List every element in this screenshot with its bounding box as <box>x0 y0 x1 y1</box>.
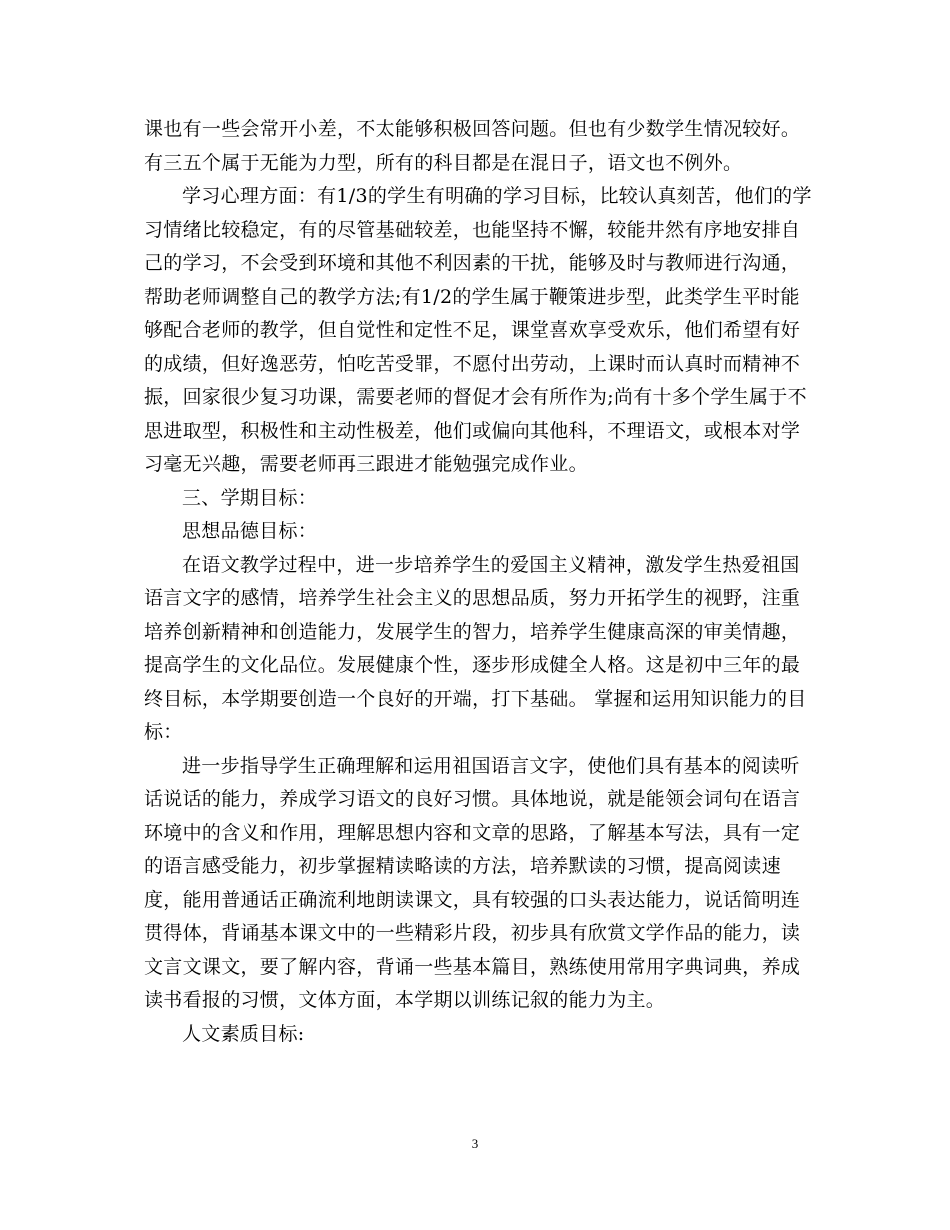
subheading-moral-goals: 思想品德目标： <box>182 520 318 542</box>
page-number: 3 <box>471 1136 479 1151</box>
paragraph-4: 进一步指导学生正确理解和运用祖国语言文字，使他们具有基本的阅读听话说话的能力，养成学习语文的良好习惯。具体地说，就是能领会词句在语言环境中的含义和作用，理解思想内容和文章的思路，了解基本写法，具有一定的语言感受能力，初步掌握精读略读的方法，培养默读的习惯，提高阅读速度，能用普通话正确流利地朗读课文，具有较强的口头表达能力，说话简明连贯得体，背诵基本课文中的一些精彩片段，初步具有欣赏文学作品的能力，读文言文课文，要了解内容，背诵一些基本篇目，熟练使用常用字典词典，养成读书看报的习惯，文体方面，本学期以训练记叙的能力为主。 <box>144 754 801 1011</box>
subheading-humanities-goals: 人文素质目标: <box>182 1022 305 1045</box>
paragraph-3: 在语文教学过程中，进一步培养学生的爱国主义精神，激发学生热爱祖国语言文字的感情，培养学生社会主义的思想品质，努力开拓学生的视野，注重培养创新精神和创造能力，发展学生的智力，培养学生健康高深的审美情趣，提高学生的文化品位。发展健康个性，逐步形成健全人格。这是初中三年的最终目标，本学期要创造一个良好的开端，打下基础。 掌握和运用知识能力的目标： <box>144 553 807 743</box>
document-body <box>144 113 816 1051</box>
paragraph-2: 学习心理方面：有1/3的学生有明确的学习目标，比较认真刻苦，他们的学习情绪比较稳定，有的尽管基础较差，也能坚持不懈，较能井然有序地安排自己的学习，不会受到环境和其他不利因素的干扰，能够及时与教师进行沟通，帮助老师调整自己的教学方法;有1/2的学生属于鞭策进步型，此类学生平时能够配合老师的教学，但自觉性和定性不足，课堂喜欢享受欢乐，他们希望有好的成绩，但好逸恶劳，怕吃苦受罪，不愿付出劳动，上课时而认真时而精神不振，回家很少复习功课，需要老师的督促才会有所作为;尚有十多个学生属于不思进取型，积极性和主动性极差，他们或偏向其他科，不理语文，或根本对学习毫无兴趣，需要老师再三跟进才能勉强完成作业。 <box>144 185 812 475</box>
section-heading-semester-goals: 三、学期目标： <box>182 486 318 509</box>
paragraph-1: 课也有一些会常开小差，不太能够积极回答问题。但也有少数学生情况较好。有三五个属于无能为力型，所有的科目都是在混日子，语文也不例外。 <box>144 118 801 174</box>
